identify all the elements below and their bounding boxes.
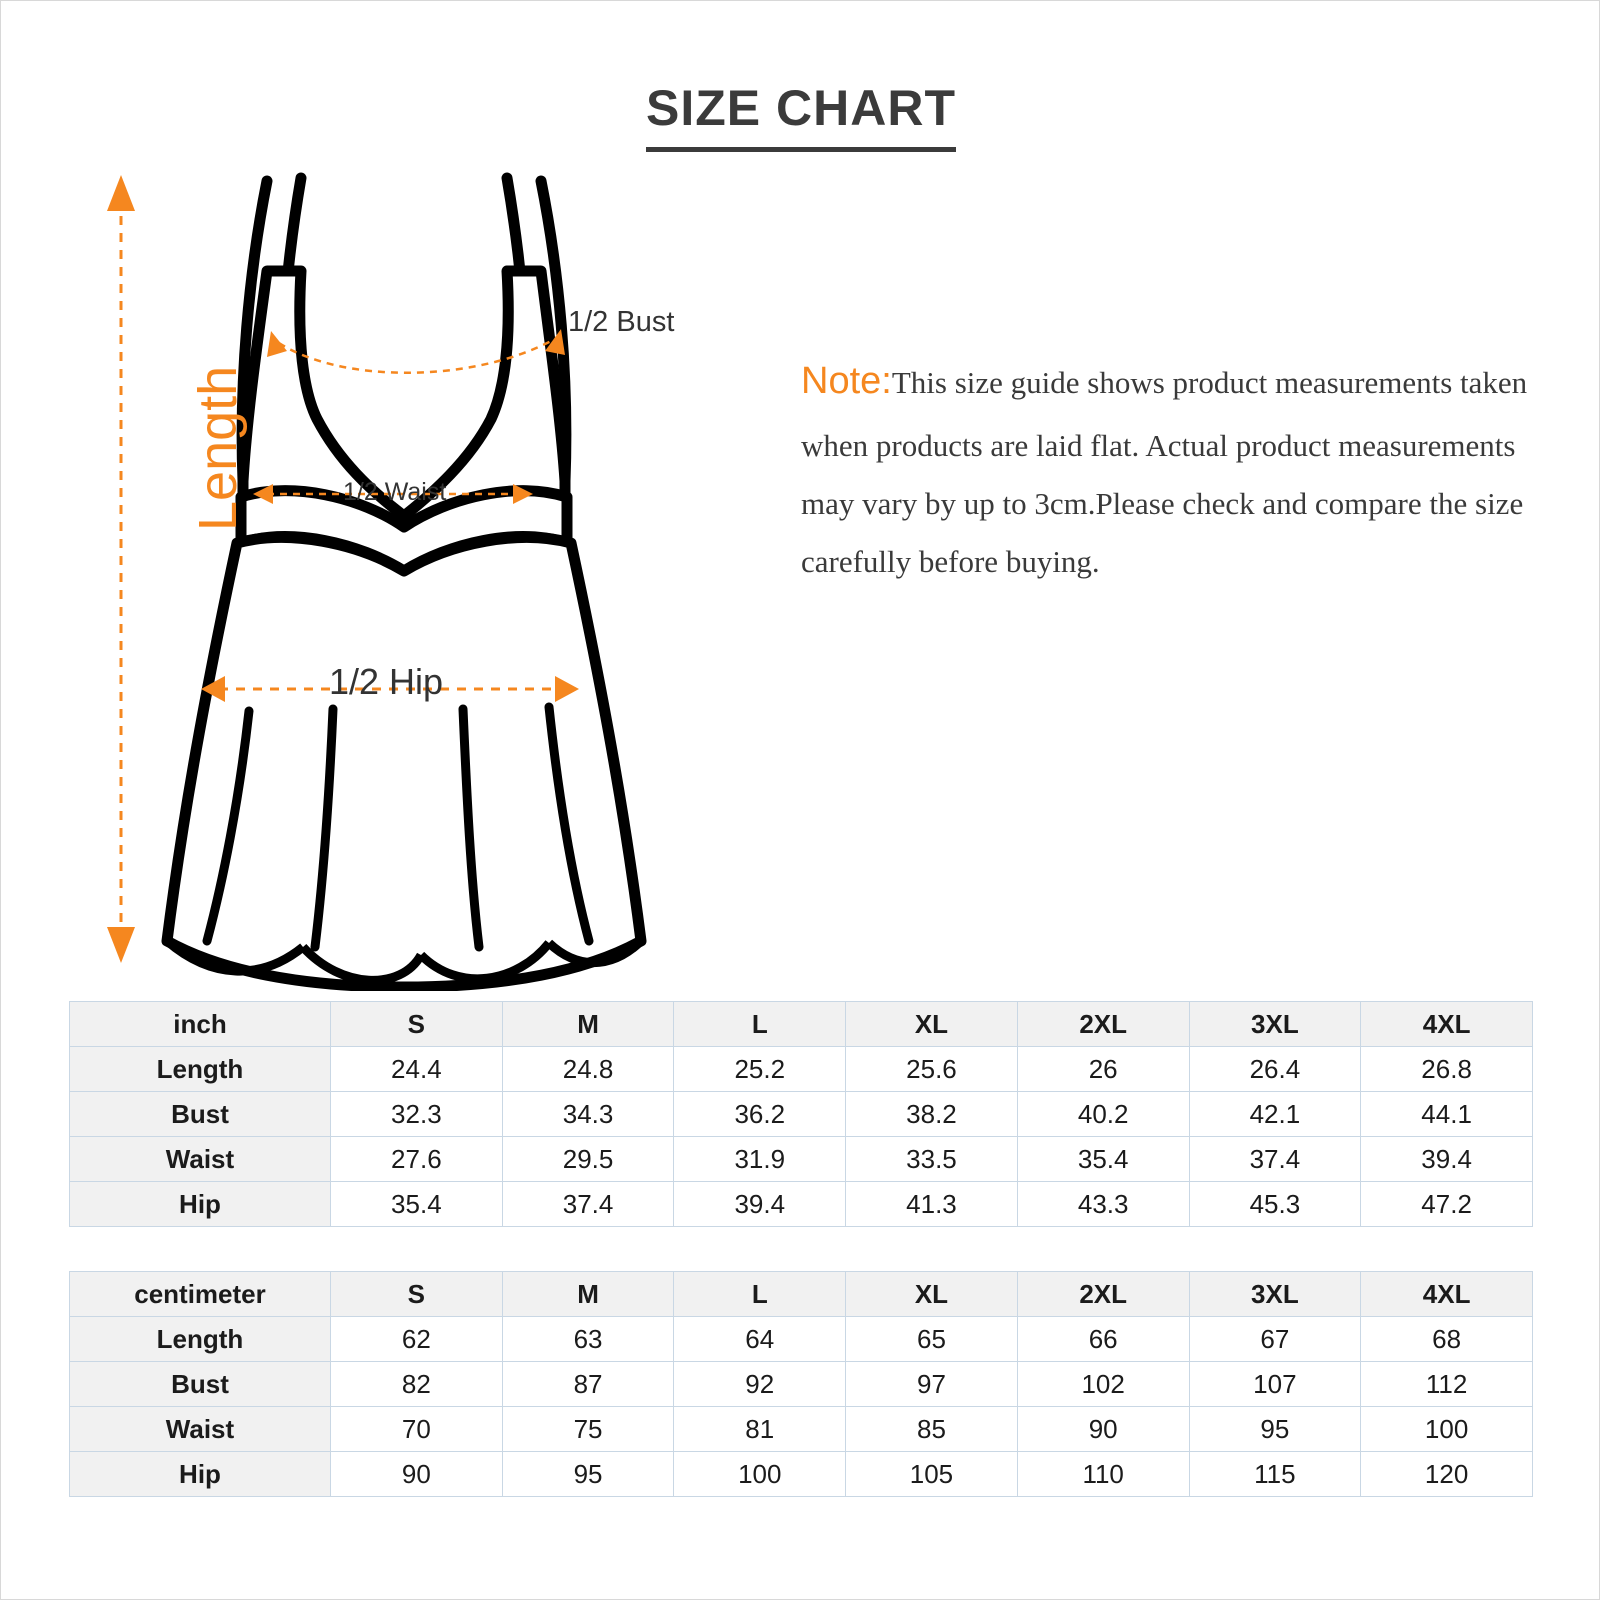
unit-label-inch: inch — [70, 1002, 331, 1047]
cell: 97 — [846, 1362, 1018, 1407]
cell: 68 — [1361, 1317, 1533, 1362]
table-row — [70, 1137, 1533, 1182]
cell: 65 — [846, 1317, 1018, 1362]
cell: 64 — [674, 1317, 846, 1362]
unit-label-centimeter: centimeter — [70, 1272, 331, 1317]
row-label: Bust — [70, 1092, 331, 1137]
cell: 90 — [1017, 1407, 1189, 1452]
cell: 24.8 — [502, 1047, 674, 1092]
note-heading: Note: — [801, 360, 892, 402]
column-header: M — [502, 1272, 674, 1317]
cell: 39.4 — [1361, 1137, 1533, 1182]
cell: 105 — [846, 1452, 1018, 1497]
dress-illustration — [71, 151, 771, 991]
cell: 100 — [1361, 1407, 1533, 1452]
cell: 33.5 — [846, 1137, 1018, 1182]
cell: 115 — [1189, 1452, 1361, 1497]
cell: 67 — [1189, 1317, 1361, 1362]
cell: 32.3 — [331, 1092, 503, 1137]
table-row — [70, 1092, 1533, 1137]
cell: 37.4 — [1189, 1137, 1361, 1182]
cell: 25.2 — [674, 1047, 846, 1092]
cell: 42.1 — [1189, 1092, 1361, 1137]
page-title: SIZE CHART — [646, 79, 956, 152]
row-label: Length — [70, 1047, 331, 1092]
column-header: S — [331, 1272, 503, 1317]
table-row — [70, 1407, 1533, 1452]
column-header: XL — [846, 1272, 1018, 1317]
column-header: XL — [846, 1002, 1018, 1047]
cell: 45.3 — [1189, 1182, 1361, 1227]
row-label: Hip — [70, 1182, 331, 1227]
table-header-row — [70, 1272, 1533, 1317]
cell: 37.4 — [502, 1182, 674, 1227]
column-header: 2XL — [1017, 1002, 1189, 1047]
page-title-wrap — [1, 79, 1600, 152]
cell: 26.8 — [1361, 1047, 1533, 1092]
note-block — [801, 346, 1531, 591]
cell: 70 — [331, 1407, 503, 1452]
cell: 35.4 — [1017, 1137, 1189, 1182]
row-label: Waist — [70, 1407, 331, 1452]
column-header: 4XL — [1361, 1272, 1533, 1317]
cell: 112 — [1361, 1362, 1533, 1407]
row-label: Bust — [70, 1362, 331, 1407]
column-header: L — [674, 1002, 846, 1047]
column-header: 3XL — [1189, 1272, 1361, 1317]
cell: 31.9 — [674, 1137, 846, 1182]
cell: 66 — [1017, 1317, 1189, 1362]
row-label: Length — [70, 1317, 331, 1362]
cell: 110 — [1017, 1452, 1189, 1497]
cell: 26.4 — [1189, 1047, 1361, 1092]
cell: 87 — [502, 1362, 674, 1407]
column-header: 2XL — [1017, 1272, 1189, 1317]
cell: 85 — [846, 1407, 1018, 1452]
size-table-centimeter — [69, 1271, 1533, 1497]
table-row — [70, 1452, 1533, 1497]
table-header-row — [70, 1002, 1533, 1047]
cell: 107 — [1189, 1362, 1361, 1407]
hip-dimension-label: 1/2 Hip — [329, 661, 444, 702]
cell: 26 — [1017, 1047, 1189, 1092]
row-label: Hip — [70, 1452, 331, 1497]
column-header: S — [331, 1002, 503, 1047]
cell: 100 — [674, 1452, 846, 1497]
note-body: This size guide shows product measurements taken when products are laid flat. Actual product measurements may vary by up to 3cm.Please check and compare the size carefully before buying. — [801, 365, 1528, 579]
cell: 43.3 — [1017, 1182, 1189, 1227]
cell: 25.6 — [846, 1047, 1018, 1092]
cell: 62 — [331, 1317, 503, 1362]
column-header: 3XL — [1189, 1002, 1361, 1047]
cell: 36.2 — [674, 1092, 846, 1137]
table-row — [70, 1047, 1533, 1092]
cell: 29.5 — [502, 1137, 674, 1182]
column-header: M — [502, 1002, 674, 1047]
cell: 75 — [502, 1407, 674, 1452]
waist-dimension-label: 1/2 Waist — [343, 478, 447, 506]
cell: 40.2 — [1017, 1092, 1189, 1137]
cell: 63 — [502, 1317, 674, 1362]
dress-diagram-svg — [71, 151, 771, 991]
cell: 44.1 — [1361, 1092, 1533, 1137]
bust-dimension-label: 1/2 Bust — [568, 306, 675, 338]
cell: 81 — [674, 1407, 846, 1452]
row-label: Waist — [70, 1137, 331, 1182]
column-header: L — [674, 1272, 846, 1317]
cell: 35.4 — [331, 1182, 503, 1227]
table-row — [70, 1362, 1533, 1407]
cell: 38.2 — [846, 1092, 1018, 1137]
table-row — [70, 1182, 1533, 1227]
length-dimension-label: Length — [188, 365, 248, 531]
cell: 95 — [502, 1452, 674, 1497]
cell: 95 — [1189, 1407, 1361, 1452]
cell: 82 — [331, 1362, 503, 1407]
cell: 47.2 — [1361, 1182, 1533, 1227]
cell: 34.3 — [502, 1092, 674, 1137]
cell: 27.6 — [331, 1137, 503, 1182]
column-header: 4XL — [1361, 1002, 1533, 1047]
cell: 120 — [1361, 1452, 1533, 1497]
cell: 41.3 — [846, 1182, 1018, 1227]
cell: 102 — [1017, 1362, 1189, 1407]
cell: 92 — [674, 1362, 846, 1407]
cell: 24.4 — [331, 1047, 503, 1092]
size-table-inch — [69, 1001, 1533, 1227]
cell: 90 — [331, 1452, 503, 1497]
cell: 39.4 — [674, 1182, 846, 1227]
table-row — [70, 1317, 1533, 1362]
